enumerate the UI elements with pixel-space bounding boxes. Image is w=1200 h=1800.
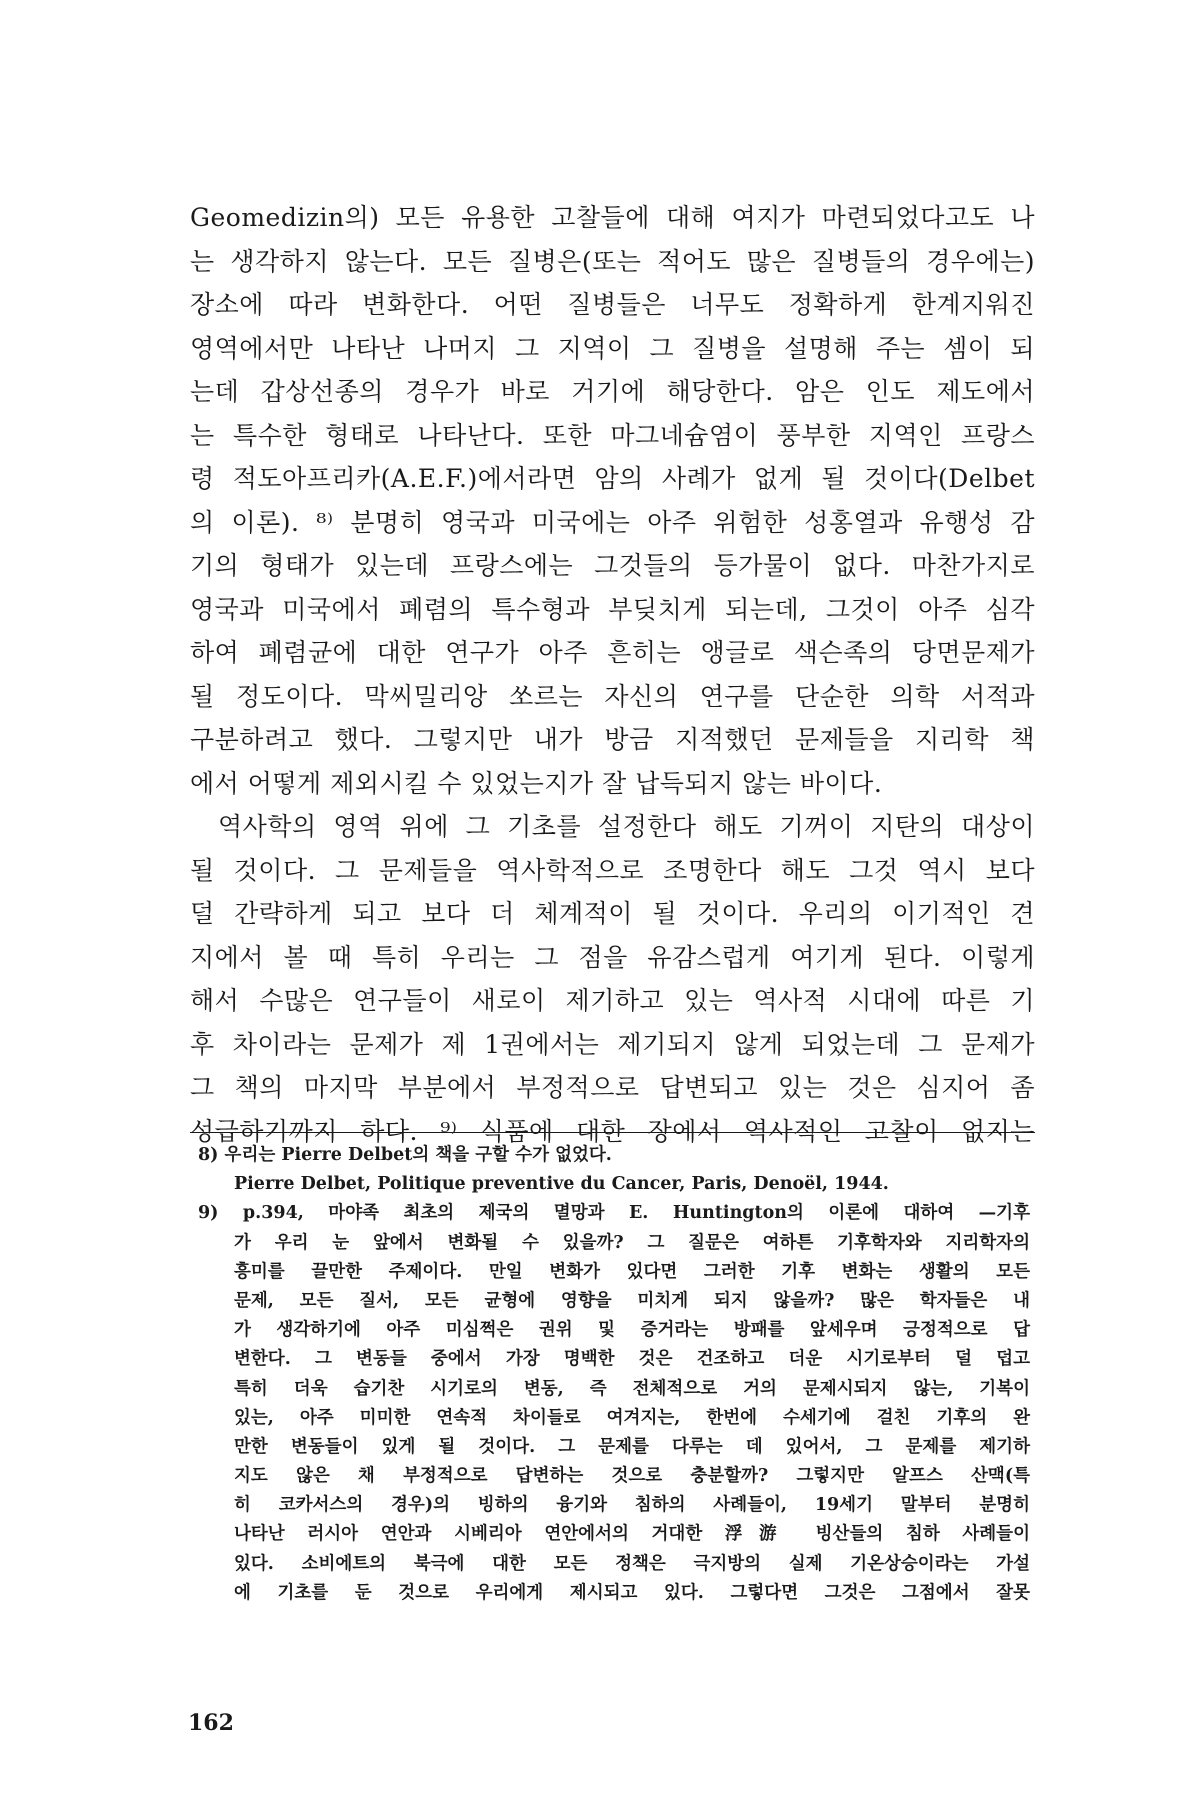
- body-line: 덜 간략하게 되고 보다 더 체계적이 될 것이다. 우리의 이기적인 견: [190, 899, 1035, 928]
- body-line: 후 차이라는 문제가 제 1권에서는 제기되지 않게 되었는데 그 문제가: [190, 1029, 1035, 1059]
- body-line: 영국과 미국에서 폐렴의 특수형과 부딪치게 되는데, 그것이 아주 심각: [190, 594, 1035, 624]
- body-line: 지에서 볼 때 특히 우리는 그 점을 유감스럽게 여기게 된다. 이렇게: [190, 942, 1035, 972]
- body-line: 에서 어떻게 제외시킬 수 있었는지가 잘 납득되지 않는 바이다.: [190, 768, 883, 798]
- body-line: 는데 갑상선종의 경우가 바로 거기에 해당한다. 암은 인도 제도에서: [190, 377, 1035, 406]
- footnote-line: 있다. 소비에트의 북극에 대한 모든 정책은 극지방의 실제 기온상승이라는 가설: [234, 1553, 1030, 1574]
- footnote-line: 변한다. 그 변동들 중에서 가장 명백한 것은 건조하고 더운 시기로부터 덜 덥고: [234, 1349, 1030, 1370]
- footnote-line: 문제, 모든 질서, 모든 균형에 영향을 미치게 되지 않을까? 많은 학자들은 내: [234, 1290, 1030, 1311]
- body-line: Geomedizin의) 모든 유용한 고찰들에 대해 여지가 마련되었다고도 나: [190, 203, 1035, 232]
- body-line: 기의 형태가 있는데 프랑스에는 그것들의 등가물이 없다. 마찬가지로: [190, 551, 1035, 580]
- footnote-line: 만한 변동들이 있게 될 것이다. 그 문제를 다루는 데 있어서, 그 문제를 제기하: [234, 1436, 1030, 1457]
- footnote-line: 히 코카서스의 경우)의 빙하의 융기와 침하의 사례들이, 19세기 말부터 분명히: [234, 1495, 1030, 1516]
- body-line: 구분하려고 했다. 그렇지만 내가 방금 지적했던 문제들을 지리학 책: [190, 725, 1035, 754]
- body-line: 성급하기까지 하다. ⁹⁾ 식품에 대한 장에서 역사적인 고찰이 없지는: [190, 1116, 1035, 1146]
- body-line: 하여 폐렴균에 대한 연구가 아주 흔히는 앵글로 색슨족의 당면문제가: [190, 638, 1035, 667]
- body-line: 될 것이다. 그 문제들을 역사학적으로 조명한다 해도 그것 역시 보다: [190, 855, 1035, 885]
- body-line: 의 이론). ⁸⁾ 분명히 영국과 미국에는 아주 위험한 성홍열과 유행성 감: [190, 507, 1035, 537]
- footnote-line: 가 우리 눈 앞에서 변화될 수 있을까? 그 질문은 여하튼 기후학자와 지리학자의: [234, 1232, 1030, 1253]
- footnote-line: 9) p.394, 마야족 최초의 제국의 멸망과 E. Huntington의 이론에 대하여 —기후: [198, 1203, 1030, 1224]
- body-line: 장소에 따라 변화한다. 어떤 질병들은 너무도 정확하게 한계지워진: [190, 290, 1035, 319]
- footnote-line: 나타난 러시아 연안과 시베리아 연안에서의 거대한 浮游 빙산들의 침하 사례들이: [234, 1524, 1030, 1545]
- body-line: 될 정도이다. 막씨밀리앙 쏘르는 자신의 연구를 단순한 의학 서적과: [190, 681, 1035, 711]
- body-line: 그 책의 마지막 부분에서 부정적으로 답변되고 있는 것은 심지어 좀: [190, 1073, 1035, 1102]
- body-line: 영역에서만 나타난 나머지 그 지역이 그 질병을 설명해 주는 셈이 되: [190, 333, 1035, 363]
- body-line: 해서 수많은 연구들이 새로이 제기하고 있는 역사적 시대에 따른 기: [190, 986, 1035, 1015]
- footnote-line: 흥미를 끌만한 주제이다. 만일 변화가 있다면 그러한 기후 변화는 생활의 모든: [234, 1261, 1030, 1282]
- page-number: 162: [188, 1710, 234, 1736]
- body-line: 역사학의 영역 위에 그 기초를 설정한다 해도 기꺼이 지탄의 대상이: [218, 812, 1035, 841]
- footnotes: [198, 1141, 1030, 1608]
- footnote-line: 가 생각하기에 아주 미심쩍은 권위 및 증거라는 방패를 앞세우며 긍정적으로 답: [234, 1320, 1030, 1341]
- footnote-line: 8) 우리는 Pierre Delbet의 책을 구할 수가 없었다.: [198, 1145, 612, 1165]
- body-line: 는 특수한 형태로 나타난다. 또한 마그네슘염이 풍부한 지역인 프랑스: [190, 420, 1035, 450]
- body-text: [190, 196, 1035, 1153]
- footnote-line: Pierre Delbet, Politique preventive du Cancer, Paris, Denoël, 1944.: [234, 1174, 889, 1195]
- footnote-divider: [190, 1132, 1035, 1133]
- body-line: 령 적도아프리카(A.E.F.)에서라면 암의 사례가 없게 될 것이다(Delbet: [190, 464, 1035, 493]
- body-line: 는 생각하지 않는다. 모든 질병은(또는 적어도 많은 질병들의 경우에는): [190, 246, 1035, 276]
- footnote-line: 특히 더욱 습기찬 시기로의 변동, 즉 전체적으로 거의 문제시되지 않는, 기복이: [234, 1378, 1030, 1399]
- footnote-line: 에 기초를 둔 것으로 우리에게 제시되고 있다. 그렇다면 그것은 그점에서 잘못: [234, 1582, 1030, 1603]
- footnote-line: 지도 않은 채 부정적으로 답변하는 것으로 충분할까? 그렇지만 알프스 산맥(특: [234, 1466, 1030, 1487]
- footnote-line: 있는, 아주 미미한 연속적 차이들로 여겨지는, 한번에 수세기에 걸친 기후의 완: [234, 1407, 1030, 1428]
